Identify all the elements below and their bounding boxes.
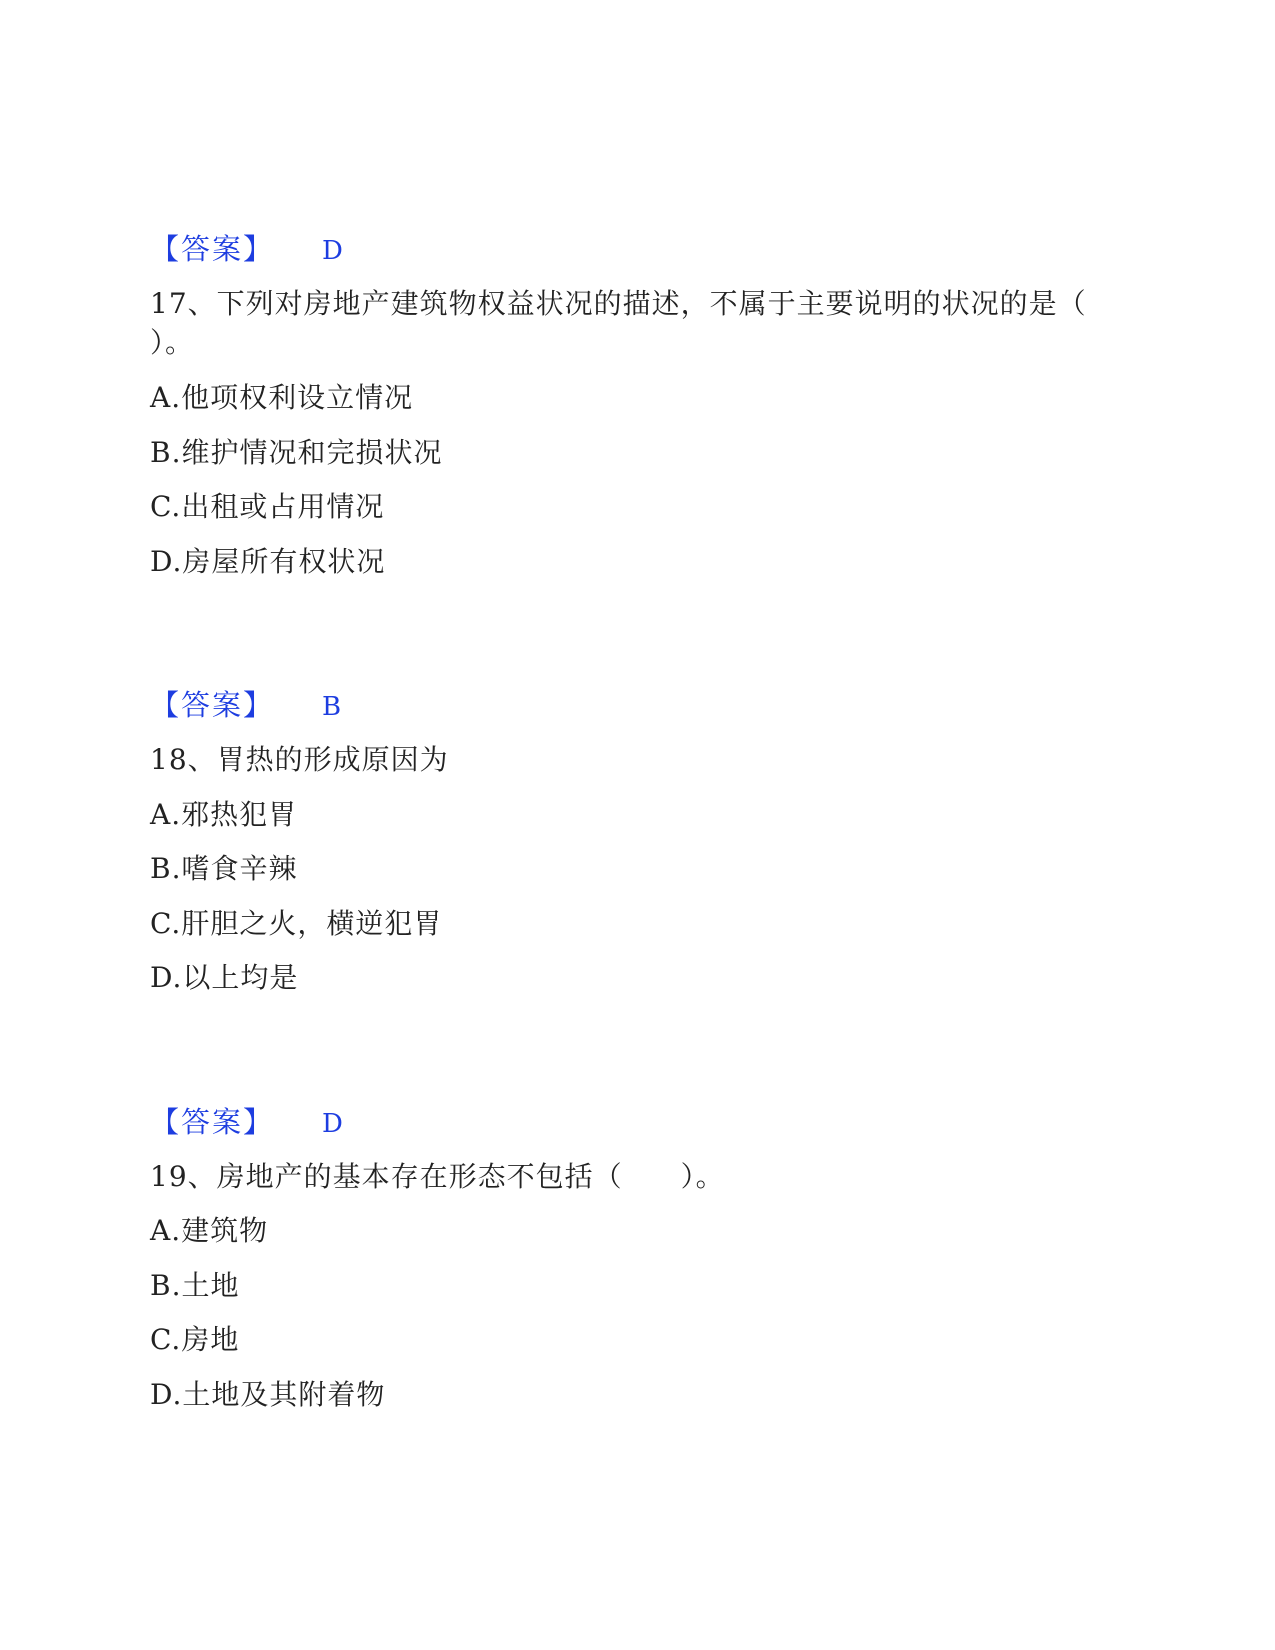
question-18-option-d: D.以上均是 bbox=[150, 961, 299, 994]
question-18-line-1: 18、胃热的形成原因为 bbox=[150, 743, 449, 776]
question-19-option-b: B.土地 bbox=[150, 1269, 240, 1302]
question-19-line-1: 19、房地产的基本存在形态不包括（ ）。 bbox=[150, 1160, 725, 1193]
answer-value: D bbox=[322, 236, 343, 266]
answer-label: 【答案】 bbox=[150, 688, 275, 722]
answer-line-16 bbox=[150, 232, 343, 268]
question-19-option-a: A.建筑物 bbox=[150, 1214, 269, 1247]
answer-line-18 bbox=[150, 1105, 343, 1141]
question-19-option-c: C.房地 bbox=[150, 1323, 240, 1356]
answer-line-17 bbox=[150, 688, 341, 724]
question-17-option-c: C.出租或占用情况 bbox=[150, 490, 385, 523]
question-17-option-b: B.维护情况和完损状况 bbox=[150, 436, 443, 469]
answer-label: 【答案】 bbox=[150, 1105, 275, 1139]
answer-value: D bbox=[322, 1109, 343, 1139]
question-19-option-d: D.土地及其附着物 bbox=[150, 1378, 386, 1411]
question-17-line-2: ）。 bbox=[150, 326, 195, 359]
question-18-option-b: B.嗜食辛辣 bbox=[150, 852, 298, 885]
question-17-option-d: D.房屋所有权状况 bbox=[150, 545, 386, 578]
answer-value: B bbox=[322, 692, 342, 722]
answer-label: 【答案】 bbox=[150, 232, 275, 266]
question-17-line-1: 17、下列对房地产建筑物权益状况的描述，不属于主要说明的状况的是（ bbox=[150, 287, 1087, 320]
question-18-option-c: C.肝胆之火，横逆犯胃 bbox=[150, 907, 443, 940]
question-17-option-a: A.他项权利设立情况 bbox=[150, 381, 414, 414]
question-18-option-a: A.邪热犯胃 bbox=[150, 798, 298, 831]
